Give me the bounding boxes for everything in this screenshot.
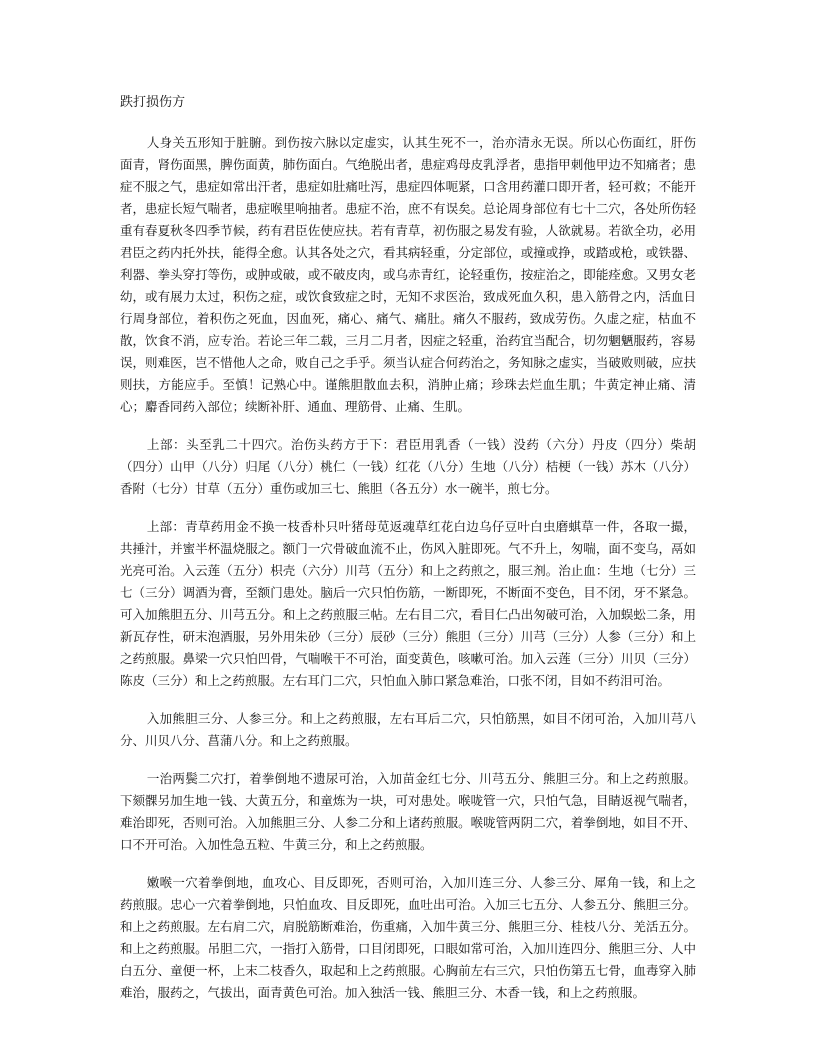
paragraph-ear-points: 入加熊胆三分、人参三分。和上之药煎服，左右耳后二穴，只怕筋黑，如目不闭可治，入加川芎八分、川贝八分、菖蒲八分。和上之药煎服。 xyxy=(120,711,696,748)
document-page xyxy=(120,92,696,1020)
paragraph-head-prescription: 上部：头至乳二十四穴。治伤头药方于下：君臣用乳香（一钱）没药（六分）丹皮（四分）柴胡（四分）山甲（八分）归尾（八分）桃仁（一钱）红花（八分）生地（八分）桔梗（一钱）苏木（八分）香附（七分）甘草（五分）重伤或加三七、熊胆（各五分）水一碗半，煎七分。 xyxy=(120,437,696,496)
document-title: 跌打损伤方 xyxy=(120,95,186,110)
paragraph-upper-herbal: 上部：青草药用金不换一枝香朴只叶猪母苋返魂草红花白边乌仔豆叶白虫磨蜞草一件，各取一撮，共捶汁，并蜜半杯温烧服之。额门一穴骨破血流不止，伤风入脏即死。气不升上，匆喘，面不变乌，鬲如光亮可治。入云莲（五分）枳壳（六分）川芎（五分）和上之药煎之，服三剂。治止血：生地（七分）三七（三分）调酒为膏，至额门患处。脑后一穴只怕伤筋，一断即死，不断面不变色，目不闭，牙不紧急。可入加熊胆五分、川芎五分。和上之药煎服三帖。左右目二穴，看目仁凸出匆破可治，入加蜈蚣二条，用新瓦存性，研末泡酒服，另外用朱砂（三分）辰砂（三分）熊胆（三分）川芎（三分）人参（三分）和上之药煎服。鼻梁一穴只怕凹骨，气喘喉干不可治，面变黄色，咳嗽可治。加入云莲（三分）川贝（三分）陈皮（三分）和上之药煎服。左右耳门二穴，只怕血入肺口紧急难治，口张不闭，目如不药泪可治。 xyxy=(120,519,696,688)
paragraph-chest-points: 嫩喉一穴着拳倒地，血攻心、目反即死，否则可治，入加川连三分、人参三分、犀角一钱，和上之药煎服。忠心一穴着拳倒地，只怕血攻、目反即死，血吐出可治。入加三七五分、人参五分、熊胆三分。和上之药煎服。左右肩二穴，肩脱筋断难治，伤重痛，入加牛黄三分、熊胆三分、桂枝八分、羌活五分。和上之药煎服。吊胆二穴，一指打入筋骨，口目闭即死，口眼如常可治，入加川连四分、熊胆三分、人中白五分、童便一杯，上末二枝香久，取起和上之药煎服。心胸前左右三穴，只怕伤第五七骨，血毒穿入肺难治，服药之，气拔出，面青黄色可治。加入独活一钱、熊胆三分、木香一钱，和上之药煎服。 xyxy=(120,875,696,1000)
paragraph-temple-throat: 一治两鬓二穴打，着拳倒地不遗尿可治，入加苗金红七分、川芎五分、熊胆三分。和上之药煎服。下颏髁另加生地一钱、大黄五分，和童炼为一块，可对患处。喉咙管一穴，只怕气急，目睛返视气喘者，难治即死，否则可治。入加熊胆三分、人参二分和上诸药煎服。喉咙管两阴二穴，着拳倒地，如目不开、口不开可治。入加性急五粒、牛黄三分，和上之药煎服。 xyxy=(120,771,696,852)
paragraph-general-theory: 人身关五形知于脏腑。到伤按六脉以定虚实，认其生死不一，治亦清永无误。所以心伤面红，肝伤面青，肾伤面黑，脾伤面黄，肺伤面白。气绝脱出者，患症鸡母皮乳浮者，患指甲刺他甲边不知痛者；患症不服之气，患症如常出汗者，患症如肚痛吐泻，患症四体呃紧，口含用药灌口即开者，轻可救；不能开者，患症长短气喘者，患症喉里响抽者。患症不治，庶不有误矣。总论周身部位有七十二穴，各处所伤轻重有春夏秋冬四季节候，药有君臣佐使应扶。若有青草，初伤服之易发有验，人欲就易。若欲全功，必用君臣之药内托外扶，能得全愈。认其各处之穴，看其病轻重，分定部位，或撞或挣，或踏或枪，或铁器、利器、拳头穿打等伤，或肿或破，或不破皮肉，或乌赤青红，论轻重伤，按症治之，即能痊愈。又男女老幼，或有展力太过，积伤之症，或饮食致症之时，无知不求医治，致成死血久积，患入筋骨之内，活血日行周身部位，着积伤之死血，因血死，痛心、痛气、痛肚。痛久不服药，致成劳伤。久虚之症，枯血不散，饮食不消，应专治。若论三年二载，三月二月者，因症之轻重，治药宜当配合，切勿魍魉服药，容易误，则难医，岂不惜他人之命，败自己之手乎。须当认症合何药治之，务知脉之虚实，当破败则破，应扶则扶，方能应手。至慎！记熟心中。谨熊胆散血去积，消肿止痛；珍珠去烂血生肌；牛黄定神止痛、清心；麝香同药入部位；续断补肝、通血、理筋骨、止痛、生肌。 xyxy=(120,135,696,414)
